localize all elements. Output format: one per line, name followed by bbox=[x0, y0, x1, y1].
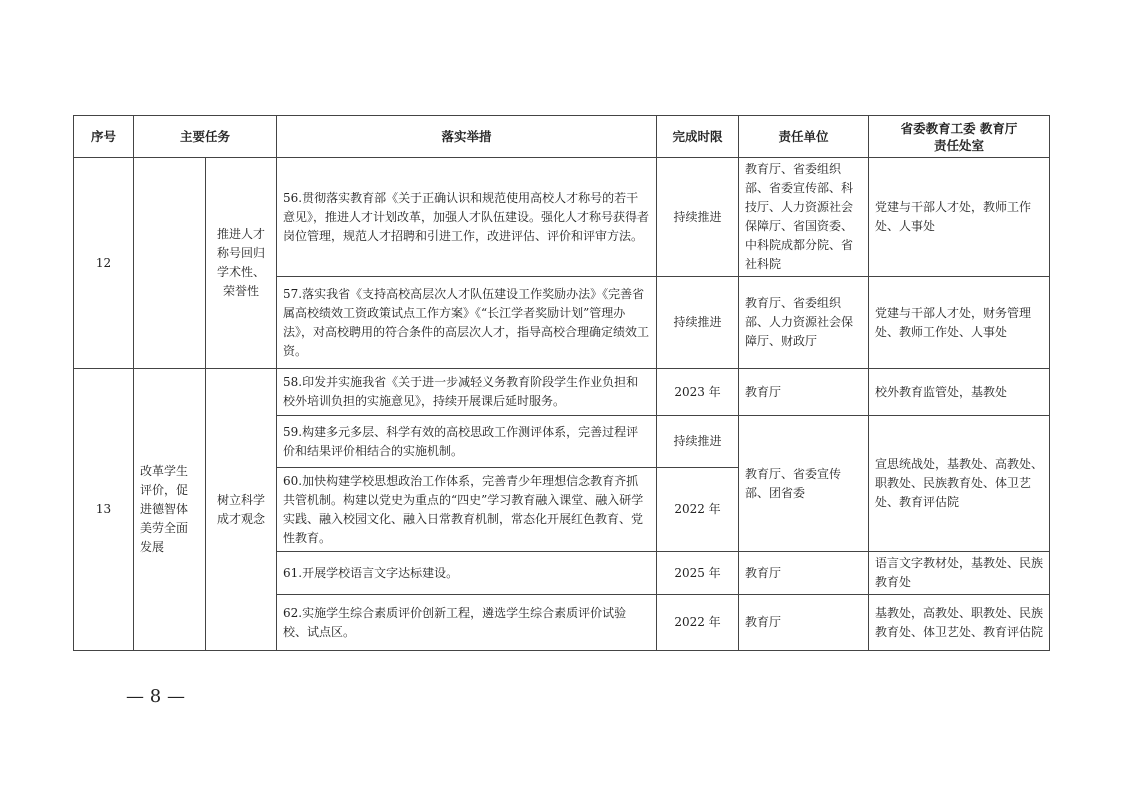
measure-cell: 58.印发并实施我省《关于进一步减轻义务教育阶段学生作业负担和校外培训负担的实施意见》，持续开展课后延时服务。 bbox=[277, 369, 657, 416]
units-cell: 教育厅 bbox=[739, 595, 869, 651]
measure-cell: 59.构建多元多层、科学有效的高校思政工作测评体系，完善过程评价和结果评价相结合的实施机制。 bbox=[277, 416, 657, 468]
deadline-cell: 2023 年 bbox=[657, 369, 739, 416]
deadline-cell: 2022 年 bbox=[657, 468, 739, 552]
task-table bbox=[73, 115, 1050, 651]
office-cell: 语言文字教材处，基教处、民族教育处 bbox=[869, 552, 1050, 595]
header-row bbox=[74, 116, 1050, 158]
measure-cell: 57.落实我省《支持高校高层次人才队伍建设工作奖励办法》《完善省属高校绩效工资政策试点工作方案》《“长江学者奖励计划”管理办法》，对高校聘用的符合条件的高层次人才，指导高校合理确定绩效工资。 bbox=[277, 277, 657, 369]
header-units: 责任单位 bbox=[739, 116, 869, 158]
deadline-cell: 持续推进 bbox=[657, 158, 739, 277]
header-deadline: 完成时限 bbox=[657, 116, 739, 158]
deadline-cell: 持续推进 bbox=[657, 277, 739, 369]
deadline-cell: 2022 年 bbox=[657, 595, 739, 651]
units-cell: 教育厅、省委组织部、省委宣传部、科技厅、人力资源社会保障厅、省国资委、中科院成都分院、省社科院 bbox=[739, 158, 869, 277]
office-cell: 党建与干部人才处，财务管理处、教师工作处、人事处 bbox=[869, 277, 1050, 369]
header-seq: 序号 bbox=[74, 116, 134, 158]
deadline-cell: 2025 年 bbox=[657, 552, 739, 595]
page-number: — 8 — bbox=[126, 686, 185, 707]
task-sub-cell: 树立科学 成才观念 bbox=[206, 369, 277, 651]
seq-cell: 12 bbox=[74, 158, 134, 369]
measure-cell: 61.开展学校语言文字达标建设。 bbox=[277, 552, 657, 595]
units-cell: 教育厅 bbox=[739, 369, 869, 416]
measure-cell: 56.贯彻落实教育部《关于正确认识和规范使用高校人才称号的若干意见》，推进人才计划改革，加强人才队伍建设。强化人才称号获得者岗位管理，规范人才招聘和引进工作，改进评估、评价和评审方法。 bbox=[277, 158, 657, 277]
deadline-cell: 持续推进 bbox=[657, 416, 739, 468]
header-office-line2: 责任处室 bbox=[934, 137, 985, 153]
task-main-cell: 改革学生 评价，促 进德智体 美劳全面 发展 bbox=[134, 369, 206, 651]
table-row bbox=[74, 158, 1050, 277]
units-cell: 教育厅、省委宣传部、团省委 bbox=[739, 416, 869, 552]
office-cell: 宣思统战处，基教处、高教处、职教处、民族教育处、体卫艺处、教育评估院 bbox=[869, 416, 1050, 552]
office-cell: 基教处，高教处、职教处、民族教育处、体卫艺处、教育评估院 bbox=[869, 595, 1050, 651]
header-measure: 落实举措 bbox=[277, 116, 657, 158]
units-cell: 教育厅 bbox=[739, 552, 869, 595]
task-main-cell bbox=[134, 158, 206, 369]
office-cell: 党建与干部人才处，教师工作处、人事处 bbox=[869, 158, 1050, 277]
office-cell: 校外教育监管处，基教处 bbox=[869, 369, 1050, 416]
header-task: 主要任务 bbox=[134, 116, 277, 158]
units-cell: 教育厅、省委组织部、人力资源社会保障厅、财政厅 bbox=[739, 277, 869, 369]
header-office-line1: 省委教育工委 教育厅 bbox=[900, 120, 1018, 136]
task-sub-cell: 推进人才 称号回归 学术性、 荣誉性 bbox=[206, 158, 277, 369]
measure-cell: 62.实施学生综合素质评价创新工程，遴选学生综合素质评价试验校、试点区。 bbox=[277, 595, 657, 651]
seq-cell: 13 bbox=[74, 369, 134, 651]
table-row bbox=[74, 369, 1050, 416]
measure-cell: 60.加快构建学校思想政治工作体系，完善青少年理想信念教育齐抓共管机制。构建以党史为重点的“四史”学习教育融入课堂、融入研学实践、融入校园文化、融入日常教育机制，常态化开展红色教育、党性教育。 bbox=[277, 468, 657, 552]
header-office bbox=[869, 116, 1050, 158]
